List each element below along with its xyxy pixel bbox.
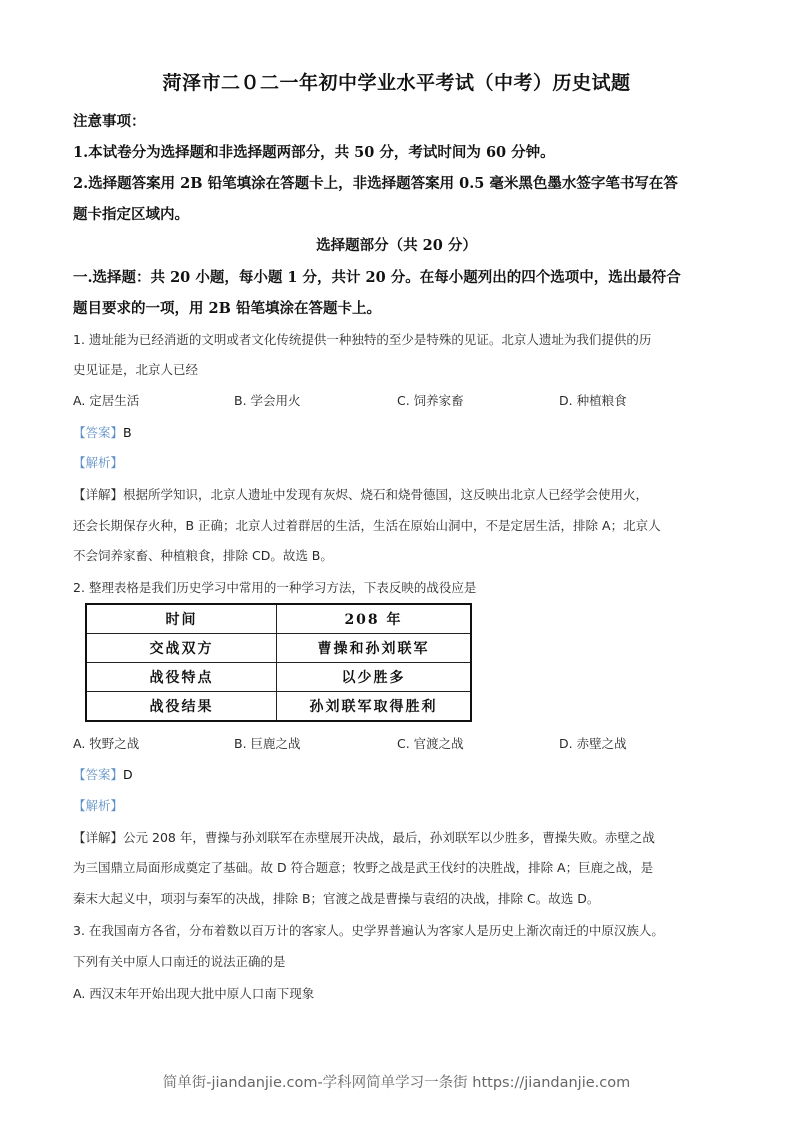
detail-label: 【详解】 (73, 487, 124, 502)
question-2-option-a[interactable]: A. 牧野之战 (73, 736, 140, 751)
question-1-detail-line2: 还会长期保存火种，B 正确；北京人过着群居的生活，生活在原始山洞中，不是定居生活，排除 A；北京人 (73, 518, 661, 533)
question-1-analysis-label: 【解析】 (73, 455, 124, 470)
footer-watermark: 简单街-jiandanjie.com-学科网简单学习一条街 https://jiandanjie.com (162, 1075, 631, 1091)
answer-label: 【答案】 (73, 767, 124, 782)
question-2-detail-line1: 【详解】公元 208 年，曹操与孙刘联军在赤壁展开决战，最后，孙刘联军以少胜多，曹操失败。赤壁之战 (73, 830, 655, 845)
table-cell-label: 交战双方 (86, 634, 277, 663)
question-2-stem-line1: 2. 整理表格是我们历史学习中常用的一种学习方法，下表反映的战役应是 (73, 580, 477, 595)
table-row (86, 634, 471, 663)
notice-heading: 注意事项： (73, 113, 146, 130)
question-1-option-b[interactable]: B. 学会用火 (234, 393, 301, 408)
question-2-option-d[interactable]: D. 赤壁之战 (559, 736, 627, 751)
table-cell-value: 曹操和孙刘联军 (277, 634, 472, 663)
question-1-stem-line1: 1. 遗址能为已经消逝的文明或者文化传统提供一种独特的至少是特殊的见证。北京人遗址为我们提供的历 (73, 332, 652, 347)
question-3-stem-line1: 3. 在我国南方各省，分布着数以百万计的客家人。史学界普遍认为客家人是历史上渐次南迁的中原汉族人。 (73, 923, 664, 938)
section-heading: 选择题部分（共 20 分） (316, 237, 477, 254)
table-cell-label: 战役特点 (86, 663, 277, 692)
question-1-option-a[interactable]: A. 定居生活 (73, 393, 140, 408)
question-1-stem-line2: 史见证是，北京人已经 (73, 362, 199, 377)
section-instructions-line1: 一.选择题：共 20 小题，每小题 1 分，共计 20 分。在每小题列出的四个选项中，选出最符合 (73, 269, 681, 286)
table-row (86, 663, 471, 692)
answer-value: D (123, 767, 133, 782)
question-1-detail-line3: 不会饲养家畜、种植粮食，排除 CD。故选 B。 (73, 548, 333, 563)
question-3-option-a[interactable]: A. 西汉末年开始出现大批中原人口南下现象 (73, 986, 315, 1001)
question-2-detail-line2: 为三国鼎立局面形成奠定了基础。故 D 符合题意；牧野之战是武王伐纣的决胜战，排除 A；巨鹿之战，是 (73, 860, 654, 875)
question-1-option-d[interactable]: D. 种植粮食 (559, 393, 627, 408)
question-2-detail-line3: 秦末大起义中，项羽与秦军的决战，排除 B；官渡之战是曹操与袁绍的决战，排除 C。故选 D。 (73, 891, 600, 906)
question-2-option-b[interactable]: B. 巨鹿之战 (234, 736, 301, 751)
page-title: 菏泽市二０二一年初中学业水平考试（中考）历史试题 (162, 72, 631, 94)
table-row (86, 692, 471, 722)
question-1-detail-line1: 【详解】根据所学知识，北京人遗址中发现有灰烬、烧石和烧骨德国，这反映出北京人已经学会使用火， (73, 487, 649, 502)
detail-label: 【详解】 (73, 830, 124, 845)
question-2-analysis-label: 【解析】 (73, 798, 124, 813)
answer-value: B (123, 425, 132, 440)
table-cell-label: 时间 (86, 604, 277, 634)
notice-item-1: 1.本试卷分为选择题和非选择题两部分，共 50 分，考试时间为 60 分钟。 (73, 144, 555, 161)
notice-item-2-line1: 2.选择题答案用 2B 铅笔填涂在答题卡上，非选择题答案用 0.5 毫米黑色墨水签字笔书写在答 (73, 175, 678, 192)
table-cell-value: 以少胜多 (277, 663, 472, 692)
question-2-answer (73, 765, 133, 783)
question-1-option-c[interactable]: C. 饲养家畜 (397, 393, 464, 408)
section-instructions-line2: 题目要求的一项，用 2B 铅笔填涂在答题卡上。 (73, 300, 381, 317)
answer-label: 【答案】 (73, 425, 124, 440)
question-3-stem-line2: 下列有关中原人口南迁的说法正确的是 (73, 954, 286, 969)
table-cell-value: 孙刘联军取得胜利 (277, 692, 472, 722)
table-row (86, 604, 471, 634)
question-1-answer (73, 423, 132, 441)
question-2-option-c[interactable]: C. 官渡之战 (397, 736, 464, 751)
table-cell-value: 208 年 (277, 604, 472, 634)
battle-info-table (85, 603, 472, 722)
notice-item-2-line2: 题卡指定区域内。 (73, 206, 189, 223)
table-cell-label: 战役结果 (86, 692, 277, 722)
